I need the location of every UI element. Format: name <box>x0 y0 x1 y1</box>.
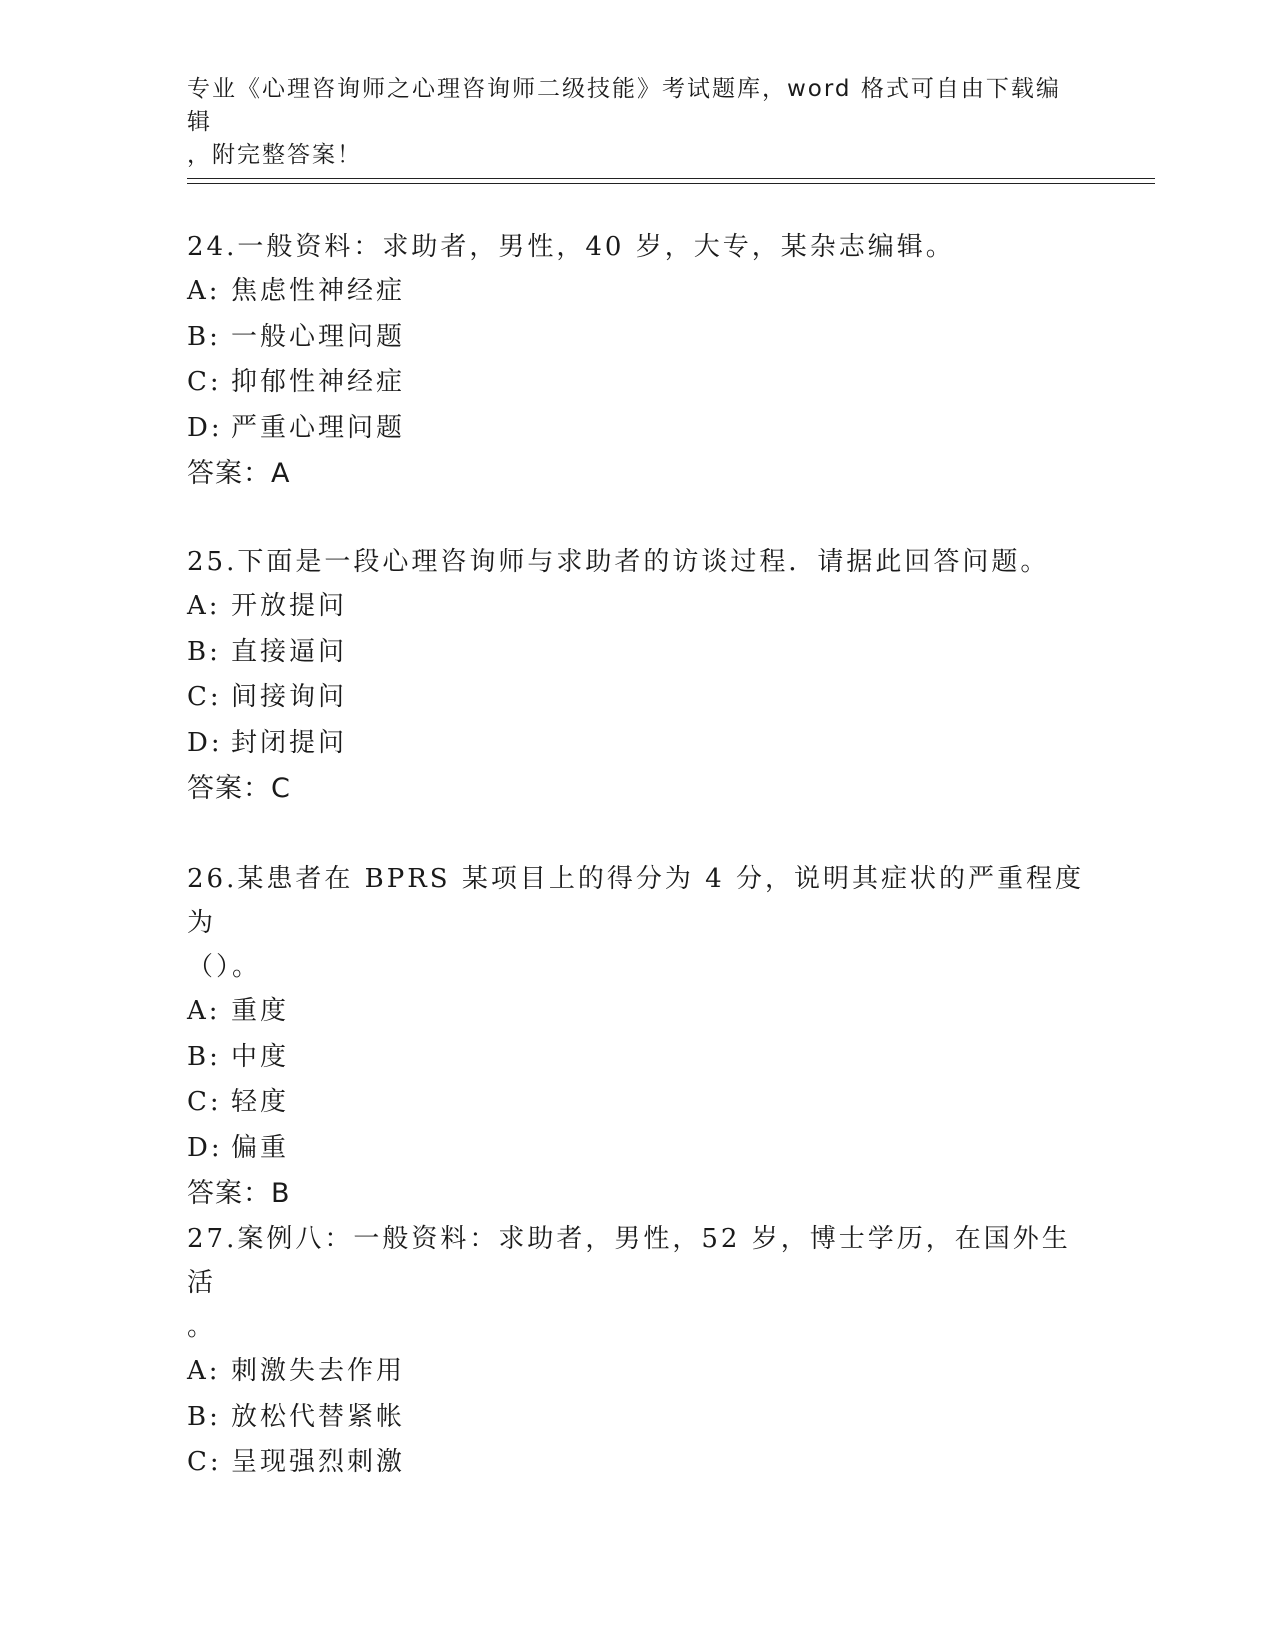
option-c <box>187 360 1087 406</box>
question-stem: 24.一般资料：求助者，男性，40 岁，大专，某杂志编辑。 <box>187 232 955 262</box>
document-header <box>187 73 1067 172</box>
question-stem: 25.下面是一段心理咨询师与求助者的访谈过程．请据此回答问题。 <box>187 547 1050 577</box>
option-text: 重度 <box>231 996 290 1026</box>
option-key: B: <box>187 1041 221 1072</box>
option-b <box>187 630 1087 676</box>
option-key: C: <box>187 367 222 397</box>
option-text: 偏重 <box>231 1132 290 1163</box>
option-text: 直接逼问 <box>231 636 348 667</box>
answer-line: 答案：C <box>187 773 291 804</box>
option-key: C: <box>187 1447 222 1477</box>
option-b <box>187 1035 1087 1081</box>
option-text: 轻度 <box>231 1087 290 1117</box>
header-double-rule <box>187 178 1155 184</box>
question-25 <box>187 540 1087 811</box>
option-key: B: <box>187 636 221 667</box>
option-key: A: <box>187 591 221 621</box>
option-text: 中度 <box>231 1041 290 1072</box>
option-key: D: <box>187 727 223 758</box>
option-text: 呈现强烈刺激 <box>231 1447 406 1477</box>
option-a <box>187 1349 1087 1395</box>
option-key: B: <box>187 1401 221 1432</box>
option-key: A: <box>187 276 221 306</box>
option-text: 刺激失去作用 <box>231 1356 406 1386</box>
option-b <box>187 1395 1087 1441</box>
option-a <box>187 584 1087 630</box>
question-stem-line-2: 。 <box>187 1312 217 1342</box>
option-c <box>187 675 1087 721</box>
option-text: 间接询问 <box>231 682 348 712</box>
option-d <box>187 406 1087 452</box>
option-c <box>187 1440 1087 1486</box>
option-key: A: <box>187 1356 221 1386</box>
option-d <box>187 721 1087 767</box>
option-key: C: <box>187 682 222 712</box>
answer-line: 答案：A <box>187 458 291 489</box>
option-d <box>187 1126 1087 1172</box>
option-key: C: <box>187 1087 222 1117</box>
option-key: D: <box>187 412 223 443</box>
option-text: 焦虑性神经症 <box>231 276 406 306</box>
option-text: 严重心理问题 <box>231 412 406 443</box>
option-a <box>187 269 1087 315</box>
option-key: D: <box>187 1132 223 1163</box>
option-key: B: <box>187 321 221 352</box>
option-text: 抑郁性神经症 <box>231 367 406 397</box>
question-27 <box>187 1217 1087 1486</box>
question-24 <box>187 225 1087 496</box>
header-line-1: 专业《心理咨询师之心理咨询师二级技能》考试题库，word 格式可自由下载编辑 <box>187 76 1061 135</box>
option-b <box>187 315 1087 361</box>
question-stem-line-1: 26.某患者在 BPRS 某项目上的得分为 4 分，说明其症状的严重程度为 <box>187 864 1084 938</box>
option-text: 开放提问 <box>231 591 348 621</box>
question-stem-line-1: 27.案例八：一般资料：求助者，男性，52 岁，博士学历，在国外生活 <box>187 1224 1071 1298</box>
option-text: 一般心理问题 <box>231 321 406 352</box>
option-c <box>187 1080 1087 1126</box>
answer-line: 答案：B <box>187 1178 291 1209</box>
question-stem-line-2: （）。 <box>187 952 262 982</box>
header-line-2: ，附完整答案！ <box>187 142 362 168</box>
option-text: 放松代替紧帐 <box>231 1401 406 1432</box>
option-a <box>187 989 1087 1035</box>
option-text: 封闭提问 <box>231 727 348 758</box>
question-26 <box>187 857 1087 1216</box>
option-key: A: <box>187 996 221 1026</box>
